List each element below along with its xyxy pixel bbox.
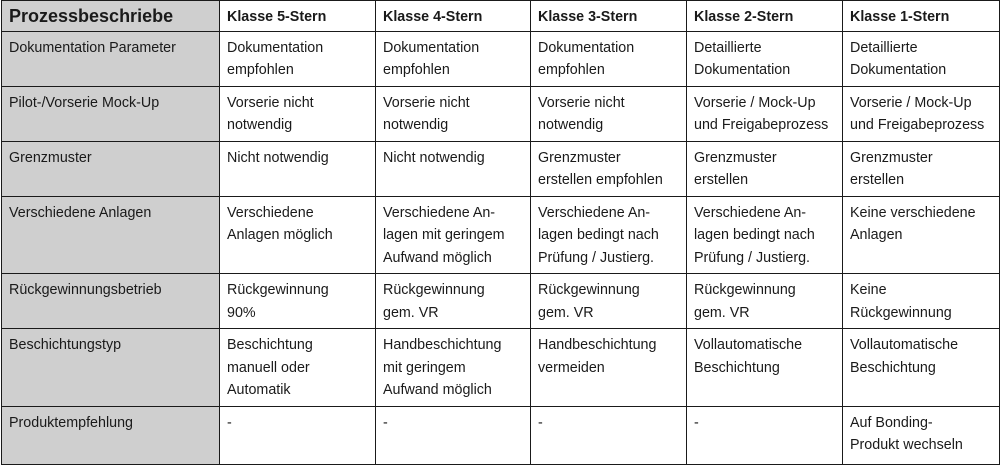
table-cell: Verschiedene An- lagen mit geringem Aufwand möglich [376,196,531,274]
table-row [2,196,1000,274]
table-row [2,86,1000,141]
table-cell: Vorserie nicht notwendig [376,86,531,141]
table-cell: Keine Rückgewinnung [843,274,1000,329]
row-label-rueckgewinnung: Rückgewinnungsbetrieb [2,274,220,329]
table-cell: Rückgewinnung gem. VR [531,274,687,329]
table-row [2,274,1000,329]
table-cell: Rückgewinnung 90% [220,274,376,329]
row-label-anlagen: Verschiedene Anlagen [2,196,220,274]
table-cell: Vollautomatische Beschichtung [843,329,1000,407]
column-header-class-3: Klasse 3-Stern [531,1,687,32]
column-header-class-1: Klasse 1-Stern [843,1,1000,32]
table-cell: Verschiedene Anlagen möglich [220,196,376,274]
process-table [1,0,1000,465]
table-row [2,406,1000,464]
table-cell: - [220,406,376,464]
table-cell: - [376,406,531,464]
table-cell: Auf Bonding- Produkt wechseln [843,406,1000,464]
table-row [2,141,1000,196]
row-label-beschichtungstyp: Beschichtungstyp [2,329,220,407]
table-cell: Vorserie / Mock-Up und Freigabeprozess [843,86,1000,141]
table-cell: Verschiedene An- lagen bedingt nach Prüfung / Justierg. [531,196,687,274]
table-cell: - [531,406,687,464]
table-cell: Vorserie nicht notwendig [531,86,687,141]
table-cell: Rückgewinnung gem. VR [376,274,531,329]
table-title: Prozessbeschriebe [2,1,220,32]
row-label-grenzmuster: Grenzmuster [2,141,220,196]
table-row [2,329,1000,407]
table-cell: Keine verschiedene Anlagen [843,196,1000,274]
table-cell: Vorserie nicht notwendig [220,86,376,141]
table-row [2,31,1000,86]
table-cell: Verschiedene An- lagen bedingt nach Prüfung / Justierg. [687,196,843,274]
table-cell: Handbeschichtung mit geringem Aufwand möglich [376,329,531,407]
table-cell: Nicht notwendig [220,141,376,196]
table-cell: Nicht notwendig [376,141,531,196]
table-cell: Handbeschichtung vermeiden [531,329,687,407]
table-cell: Dokumentation empfohlen [220,31,376,86]
column-header-class-4: Klasse 4-Stern [376,1,531,32]
row-label-produktempfehlung: Produktempfehlung [2,406,220,464]
header-row [2,1,1000,32]
table-cell: Beschichtung manuell oder Automatik [220,329,376,407]
table-cell: Dokumentation empfohlen [376,31,531,86]
table-cell: Vollautomatische Beschichtung [687,329,843,407]
table-cell: Detaillierte Dokumentation [687,31,843,86]
table-cell: Vorserie / Mock-Up und Freigabeprozess [687,86,843,141]
row-label-vorserie: Pilot-/Vorserie Mock-Up [2,86,220,141]
table-cell: Detaillierte Dokumentation [843,31,1000,86]
table-cell: Dokumentation empfohlen [531,31,687,86]
column-header-class-2: Klasse 2-Stern [687,1,843,32]
table-cell: Rückgewinnung gem. VR [687,274,843,329]
table-cell: Grenzmuster erstellen empfohlen [531,141,687,196]
table-cell: - [687,406,843,464]
table-cell: Grenzmuster erstellen [843,141,1000,196]
column-header-class-5: Klasse 5-Stern [220,1,376,32]
row-label-dokumentation: Dokumentation Parameter [2,31,220,86]
table-cell: Grenzmuster erstellen [687,141,843,196]
